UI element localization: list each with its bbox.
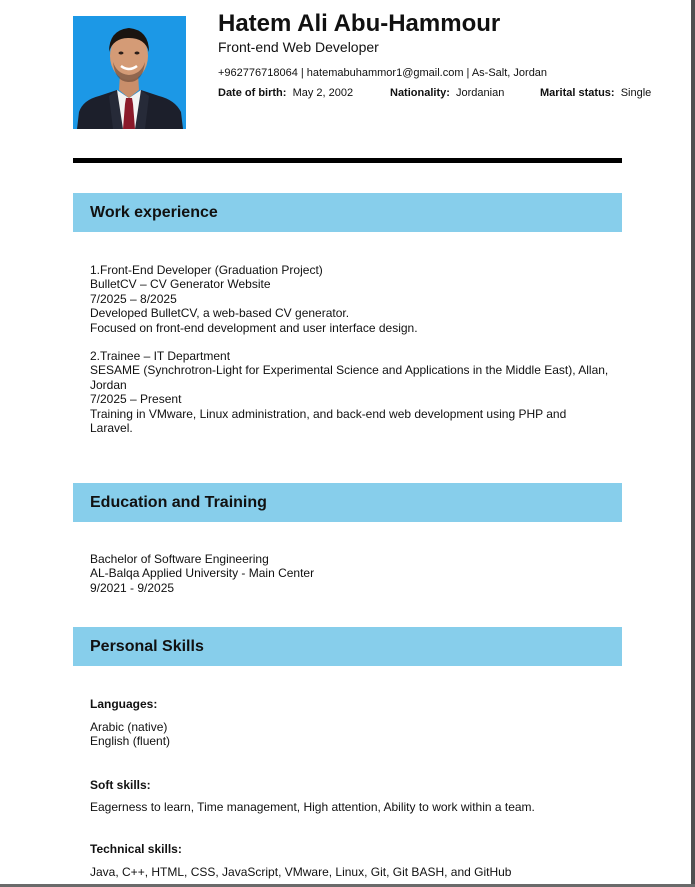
language-item: English (fluent) bbox=[90, 734, 171, 749]
education-entry bbox=[90, 552, 610, 595]
header-divider bbox=[73, 158, 622, 163]
nationality-label: Nationality: bbox=[390, 87, 450, 99]
marital-status-value: Single bbox=[620, 87, 652, 99]
work-entry bbox=[90, 349, 610, 435]
dob-label: Date of birth: bbox=[218, 87, 287, 99]
education-section-bar bbox=[73, 483, 622, 522]
dob-field bbox=[218, 86, 353, 100]
work-entry-line: Developed BulletCV, a web-based CV generator. bbox=[90, 306, 350, 321]
contact-info: +962776718064 | hatemabuhammor1@gmail.com | As-Salt, Jordan bbox=[218, 67, 548, 79]
work-entry-dates: 7/2025 – 8/2025 bbox=[90, 291, 177, 306]
work-entry-dates: 7/2025 – Present bbox=[90, 392, 182, 407]
profile-photo bbox=[73, 16, 186, 129]
work-entry-line: Training in VMware, Linux administration, and back-end web development using PHP and Laravel. bbox=[90, 406, 567, 436]
page-edge-right bbox=[691, 0, 695, 887]
work-entry-title: 2.Trainee – IT Department bbox=[90, 349, 231, 364]
education-degree: Bachelor of Software Engineering bbox=[90, 552, 269, 566]
work-experience-list bbox=[90, 263, 610, 435]
work-experience-section-bar bbox=[73, 193, 622, 232]
work-experience-heading: Work experience bbox=[90, 204, 218, 221]
soft-skills-label: Soft skills: bbox=[90, 778, 151, 792]
nationality-value: Jordanian bbox=[456, 87, 505, 99]
nationality-field bbox=[390, 86, 504, 100]
technical-skills-text: Java, C++, HTML, CSS, JavaScript, VMware, Linux, Git, Git BASH, and GitHub bbox=[90, 865, 512, 879]
profile-portrait-icon bbox=[73, 16, 186, 129]
education-dates: 9/2021 - 9/2025 bbox=[90, 580, 175, 595]
work-entry-org: SESAME (Synchrotron-Light for Experimental Science and Applications in the Middle East), Allan, Jordan bbox=[90, 363, 609, 392]
work-entry-line: Focused on front-end development and user interface design. bbox=[90, 320, 418, 335]
candidate-name: Hatem Ali Abu-Hammour bbox=[218, 10, 501, 37]
technical-skills-label: Technical skills: bbox=[90, 842, 182, 856]
job-title: Front-end Web Developer bbox=[218, 39, 379, 55]
marital-status-label: Marital status: bbox=[540, 87, 615, 99]
languages-label: Languages: bbox=[90, 697, 158, 711]
personal-skills-heading: Personal Skills bbox=[90, 638, 204, 655]
education-school: AL-Balqa Applied University - Main Center bbox=[90, 566, 315, 581]
work-entry bbox=[90, 263, 610, 335]
work-entry-title: 1.Front-End Developer (Graduation Project) bbox=[90, 263, 323, 277]
personal-skills-section-bar bbox=[73, 627, 622, 666]
education-heading: Education and Training bbox=[90, 494, 267, 511]
languages-list bbox=[90, 720, 170, 749]
work-entry-org: BulletCV – CV Generator Website bbox=[90, 277, 271, 292]
marital-status-field bbox=[540, 86, 651, 100]
soft-skills-text: Eagerness to learn, Time management, High attention, Ability to work within a team. bbox=[90, 800, 535, 814]
language-item: Arabic (native) bbox=[90, 720, 168, 734]
dob-value: May 2, 2002 bbox=[292, 87, 354, 99]
